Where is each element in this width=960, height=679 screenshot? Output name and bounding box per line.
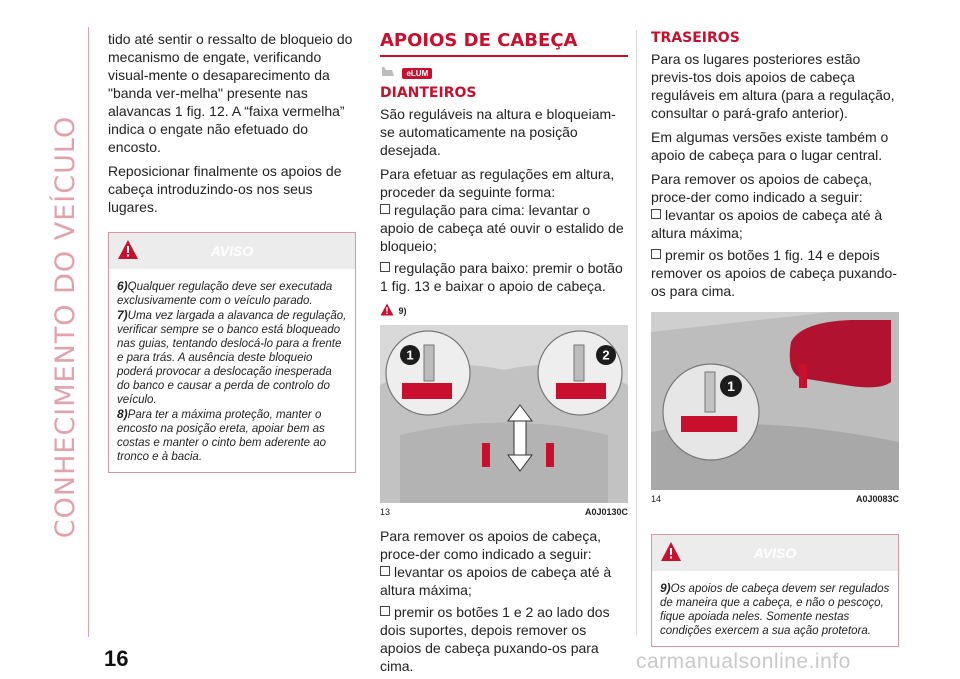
paragraph: tido até sentir o ressalto de bloqueio do mecanismo de engate, verificando visual-mente o desaparecimento da "banda ver-melha" presente nas alavancas 1 fig. 12. A “faixa vermelha” indica o engate não efetuado do encosto. [108,31,353,155]
title-rule [380,55,628,57]
headrest-rear-illustration [651,312,899,490]
note [117,279,347,308]
warning-box [108,232,356,473]
note-number: 6) [117,279,128,293]
note-text: Uma vez largada a alavanca de regulação, verificar sempre se o banco está bloqueado nas guias, tentando deslocá-lo para a frente e para trás. A ausência deste bloqueio poderá provocar a deslocação inesperada do banco e causar a perda de controlo do veículo. [117,310,347,406]
paragraph: Reposicionar finalmente os apoios de cabeça introduzindo-os nos seus lugares. [108,163,342,215]
note-text: Qualquer regulação deve ser executada exclusivamente com o veículo parado. [117,281,333,307]
warning-reference: 9) [380,301,628,319]
checkbox-bullet-icon [380,566,390,576]
checkbox-bullet-icon [380,204,390,214]
figure-callout-2: 2 [602,347,610,363]
figure-13 [380,325,628,503]
figure-14 [651,312,899,490]
badge-row [380,63,628,81]
column-2 [380,30,628,679]
paragraph: Para remover os apoios de cabeça, proce-der como indicado a seguir: [651,171,873,205]
figure-number: 13 [380,507,391,517]
note-number: 8) [117,407,128,421]
watermark: carmanualsonline.info [636,650,851,673]
subsection-title: TRASEIROS [651,30,740,46]
note-text: Para ter a máxima proteção, manter o encosto na posição ereta, apoiar bem as costas e manter o cinto bem aderente ao tronco e à bacia. [117,409,327,463]
warning-box [651,534,899,647]
paragraph: Em algumas versões existe também o apoio de cabeça para o lugar central. [651,129,889,163]
figure-caption [380,507,628,517]
section-title: APOIOS DE CABEÇA [380,30,578,51]
note-text: Os apoios de cabeça devem ser regulados de maneira que a cabeça, e não o pescoço, fique apoiada neles. Somente nestas condições exercem a sua ação protetora. [660,583,890,637]
note-number: 9) [660,581,671,595]
figure-code: A0J0083C [855,494,899,504]
paragraph: São reguláveis na altura e bloqueiam-se automaticamente na posição desejada. [380,106,616,158]
note [117,407,347,464]
paragraph: Para remover os apoios de cabeça, proce-der como indicado a seguir: [380,528,602,562]
checkbox-bullet-icon [380,262,390,272]
column-3 [651,30,899,647]
side-rule [88,27,89,637]
checkbox-bullet-icon [651,209,661,219]
warning-title: AVISO [210,243,254,259]
list-item: levantar os apoios de cabeça até à altura máxima; [380,564,612,598]
note [660,581,890,638]
column-1 [108,30,356,473]
page-number: 16 [104,646,129,671]
note-number: 7) [117,308,128,322]
seat-icon [380,66,396,78]
warning-title: AVISO [753,545,797,561]
figure-callout-1: 1 [727,378,735,394]
warning-header [109,233,355,269]
paragraph: Para os lugares posteriores estão previs-tos dois apoios de cabeça reguláveis em altura (para a regulação, consultar o pará-grafo anterior). [651,51,895,121]
column-separator [636,30,637,635]
warning-header [652,535,898,571]
warning-body [109,269,355,472]
paragraph: Para efetuar as regulações em altura, proceder da seguinte forma: [380,166,615,200]
figure-number: 14 [651,494,662,504]
list-item: levantar os apoios de cabeça até à altura máxima; [651,207,883,241]
note [117,308,347,407]
figure-callout-1: 1 [406,347,414,363]
version-badge: eLUM [402,68,432,79]
headrest-front-illustration [380,325,628,503]
figure-caption [651,494,899,504]
list-item: regulação para baixo: premir o botão 1 fig. 13 e baixar o apoio de cabeça. [380,260,623,294]
warning-icon [380,303,394,316]
figure-code: A0J0130C [584,507,628,517]
warning-body [652,571,898,646]
list-item: premir os botões 1 fig. 14 e depois remover os apoios de cabeça puxando-os para cima. [651,247,897,299]
checkbox-bullet-icon [380,606,390,616]
list-item: regulação para cima: levantar o apoio de cabeça até ouvir o estalido de bloqueio; [380,202,624,254]
checkbox-bullet-icon [651,249,661,259]
subsection-title: DIANTEIROS [380,85,477,101]
list-item: premir os botões 1 e 2 ao lado dos dois suportes, depois remover os apoios de cabeça puxando-os para cima. [380,604,610,674]
